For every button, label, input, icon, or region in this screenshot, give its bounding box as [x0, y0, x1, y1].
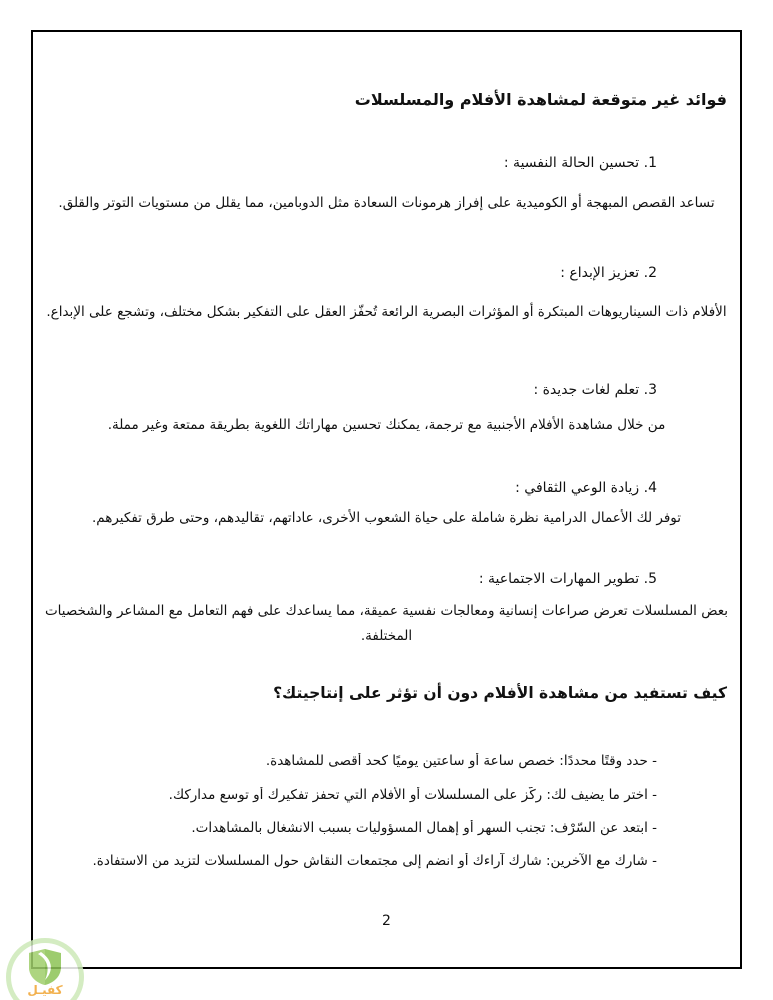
- section-1-body: تساعد القصص المبهجة أو الكوميدية على إفراز هرمونات السعادة مثل الدوبامين، مما يقلل من مستويات التوتر والقلق.: [58, 195, 715, 211]
- page-number: 2: [382, 913, 391, 929]
- tip-item-3: - ابتعد عن السّرْف: تجنب السهر أو إهمال المسؤوليات بسبب الانشغال بالمشاهدات.: [191, 820, 657, 836]
- tip-item-2: - اختر ما يضيف لك: ركّز على المسلسلات أو الأفلام التي تحفز تفكيرك أو توسع مداركك.: [168, 787, 657, 803]
- section-2-heading: 2. تعزيز الإبداع :: [560, 265, 657, 281]
- logo-circle: [6, 938, 84, 1000]
- section-4-heading: 4. زيادة الوعي الثقافي :: [515, 480, 657, 496]
- section-subtitle: كيف تستفيد من مشاهدة الأفلام دون أن تؤثر على إنتاجيتك؟: [273, 684, 727, 702]
- tip-item-4: - شارك مع الآخرين: شارك آراءك أو انضم إلى مجتمعات النقاش حول المسلسلات لتزيد من الاستفادة.: [92, 853, 657, 869]
- tip-item-1: - حدد وقتًا محددًا: خصص ساعة أو ساعتين يوميًا كحد أقصى للمشاهدة.: [265, 753, 657, 769]
- section-2-body: الأفلام ذات السيناريوهات المبتكرة أو المؤثرات البصرية الرائعة تُحفّز العقل على التفكير بشكل مختلف، وتشجع على الإبداع.: [46, 304, 727, 320]
- shield-leaf-icon: [28, 948, 62, 986]
- section-5-heading: 5. تطوير المهارات الاجتماعية :: [478, 571, 657, 587]
- section-1-heading: 1. تحسين الحالة النفسية :: [503, 155, 657, 171]
- kafeel-watermark-logo: [6, 938, 84, 1000]
- section-3-body: من خلال مشاهدة الأفلام الأجنبية مع ترجمة، يمكنك تحسين مهاراتك اللغوية بطريقة ممتعة وغير مملة.: [107, 417, 666, 433]
- section-3-heading: 3. تعلم لغات جديدة :: [533, 382, 657, 398]
- section-4-body: توفر لك الأعمال الدرامية نظرة شاملة على حياة الشعوب الأخرى، عاداتهم، تقاليدهم، وحتى طرق تفكيرهم.: [91, 510, 682, 526]
- page-title: فوائد غير متوقعة لمشاهدة الأفلام والمسلسلات: [354, 90, 727, 109]
- section-5-body: بعض المسلسلات تعرض صراعات إنسانية ومعالجات نفسية عميقة، مما يساعدك على فهم التعامل مع المشاعر والشخصيات المختلفة.: [44, 603, 729, 644]
- logo-text: كفيـل: [27, 983, 63, 997]
